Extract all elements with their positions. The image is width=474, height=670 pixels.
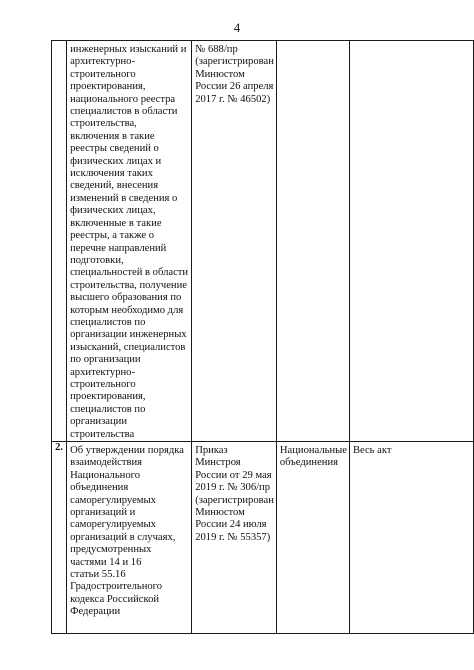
act-title-cell: Об утверждении порядка взаимодействия Национального объединения саморегулируемых организаций и саморегулируемых организаций в случаях, предусмотренных частями 14 и 16 статьи 55.16 Градостроительного кодекса Российской Федерации <box>67 442 192 634</box>
act-details-cell: Приказ Минстроя России от 29 мая 2019 г. № 306/пр (зарегистрирован Минюстом России 24 июля 2019 г. № 55357) <box>192 442 277 634</box>
row-number-cell: 2. <box>52 442 67 634</box>
page-number: 4 <box>233 20 241 35</box>
acts-table <box>51 40 474 634</box>
table-row <box>52 41 474 442</box>
row-number-cell <box>52 41 67 442</box>
act-subjects-cell <box>276 41 349 442</box>
act-details-cell: № 688/пр (зарегистрирован Минюстом России 26 апреля 2017 г. № 46502) <box>192 41 277 442</box>
act-title-cell: инженерных изысканий и архитектурно- строительного проектирования, национального реестра специалистов в области строительства, включения в такие реестры сведений о физических лицах и исключения таких сведений, внесения изменений в сведения о физических лицах, включенные в такие реестры, а также о перечне направлений подготовки, специальностей в области строительства, получение высшего образования по которым необходимо для специалистов по организации инженерных изысканий, специалистов по организации архитектурно- строительного проектирования, специалистов по организации строительства <box>67 41 192 442</box>
act-scope-cell <box>349 41 473 442</box>
table-row <box>52 442 474 634</box>
act-subjects-cell: Национальные объединения <box>276 442 349 634</box>
act-scope-cell: Весь акт <box>349 442 473 634</box>
